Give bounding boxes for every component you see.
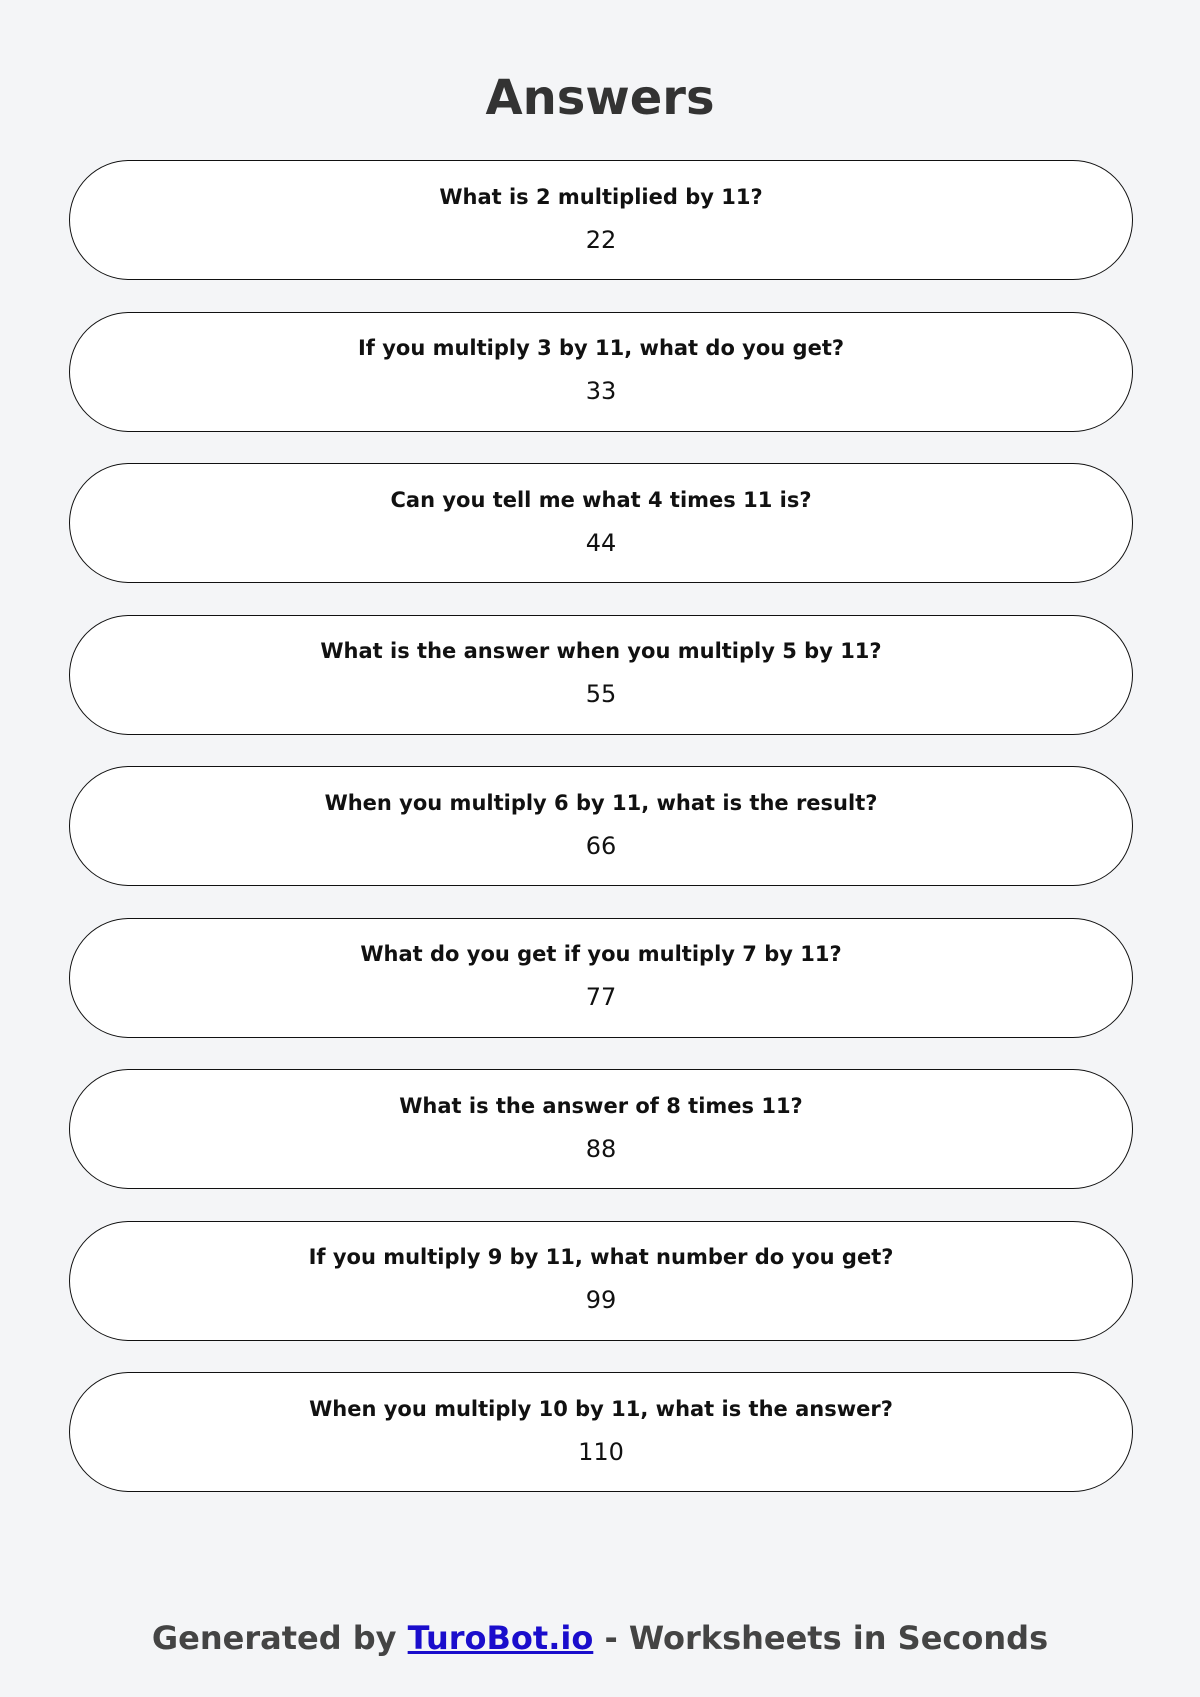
- answer-text: 66: [585, 831, 617, 860]
- page-title: Answers: [485, 70, 715, 126]
- question-text: What do you get if you multiply 7 by 11?: [360, 942, 842, 966]
- answer-card: [69, 1221, 1133, 1341]
- answer-text: 88: [585, 1134, 617, 1163]
- answer-text: 110: [578, 1437, 624, 1466]
- answer-card: [69, 615, 1133, 735]
- answer-card: [69, 918, 1133, 1038]
- footer-suffix: - Worksheets in Seconds: [593, 1619, 1049, 1657]
- question-text: If you multiply 3 by 11, what do you get?: [357, 336, 845, 360]
- answer-card: [69, 1069, 1133, 1189]
- turobot-link[interactable]: TuroBot.io: [407, 1619, 594, 1657]
- answer-card: [69, 463, 1133, 583]
- question-text: Can you tell me what 4 times 11 is?: [390, 487, 812, 512]
- footer-prefix: Generated by: [151, 1619, 408, 1657]
- question-text: What is 2 multiplied by 11?: [439, 184, 763, 209]
- answer-text: 99: [585, 1286, 617, 1314]
- answer-card: [69, 766, 1133, 886]
- question-text: If you multiply 9 by 11, what number do you get?: [308, 1245, 894, 1269]
- question-text: What is the answer when you multiply 5 by 11?: [320, 639, 882, 663]
- answer-list: [69, 160, 1133, 1524]
- answer-card: [69, 160, 1133, 280]
- question-text: What is the answer of 8 times 11?: [399, 1093, 803, 1118]
- answer-text: 22: [585, 225, 617, 254]
- answer-text: 33: [585, 377, 617, 405]
- question-text: When you multiply 6 by 11, what is the result?: [324, 790, 878, 815]
- answer-card: [69, 312, 1133, 432]
- answer-text: 77: [585, 983, 617, 1011]
- question-text: When you multiply 10 by 11, what is the answer?: [309, 1396, 893, 1421]
- answer-text: 55: [585, 680, 617, 708]
- answer-text: 44: [585, 528, 617, 557]
- footer: [0, 1618, 1200, 1658]
- answer-card: [69, 1372, 1133, 1492]
